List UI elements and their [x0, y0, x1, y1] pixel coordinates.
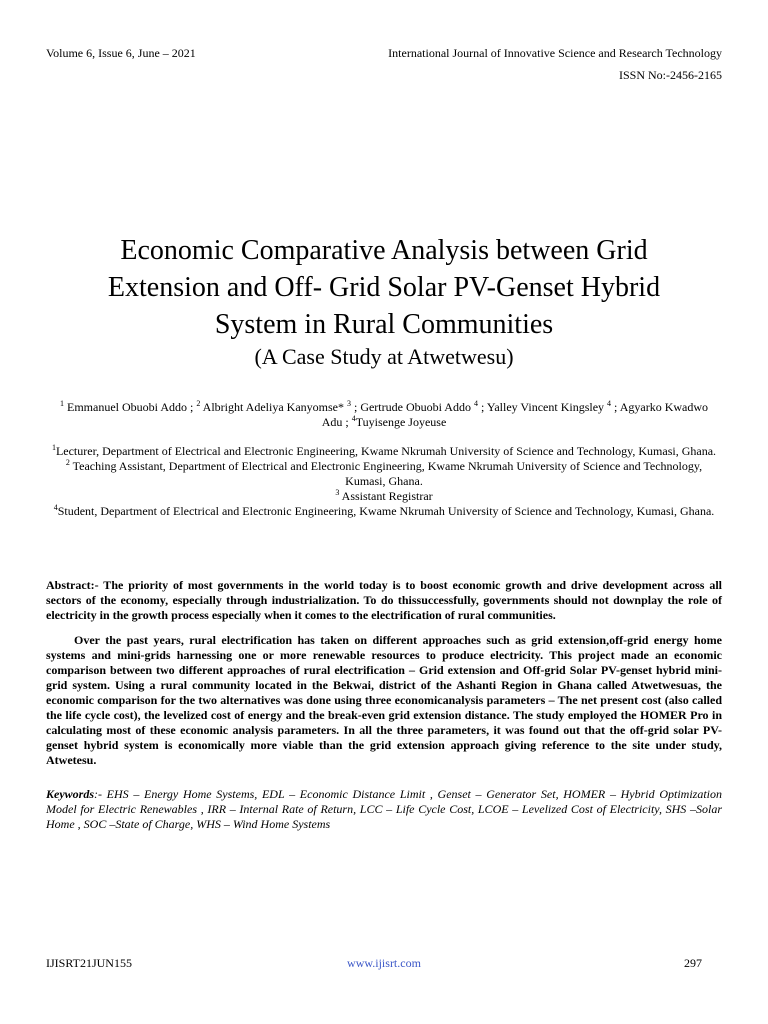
author-name: Tuyisenge Joyeuse [355, 415, 447, 429]
author-sup: 2 [196, 399, 201, 408]
volume-issue: Volume 6, Issue 6, June – 2021 [46, 46, 196, 60]
affiliations [46, 444, 722, 519]
affiliation-text: Assistant Registrar [339, 489, 433, 503]
keywords-label: Keywords [46, 787, 94, 801]
affiliation-text: Lecturer, Department of Electrical and Electronic Engineering, Kwame Nkrumah University of Science and Technology, Kumasi, Ghana. [55, 444, 717, 458]
affiliation-2 [46, 459, 722, 489]
author-name: ; Gertrude Obuobi Addo [350, 400, 474, 414]
affiliation-text: Student, Department of Electrical and Electronic Engineering, Kwame Nkrumah University of Science and Technology, Kumasi, Ghana. [57, 504, 715, 518]
affiliation-sup: 3 [335, 488, 340, 497]
issn: ISSN No:-2456-2165 [618, 68, 722, 82]
paper-code: IJISRT21JUN155 [46, 956, 132, 970]
author-name: Albright Adeliya Kanyomse* [200, 400, 347, 414]
journal-url-link[interactable]: www.ijisrt.com [347, 956, 421, 970]
author-sup: 3 [346, 399, 351, 408]
abstract [46, 578, 722, 778]
author-name: Emmanuel Obuobi Addo ; [64, 400, 197, 414]
abstract-paragraph-2: Over the past years, rural electrification has taken on different approaches such as grid extension,off-grid energy home systems and mini-grids harnessing one or more renewable resources to produce electricity. This project made an economic comparison between two different approaches of rural electrification – Grid extension and Off-grid Solar PV-genset hybrid mini-grid system. Using a rural community located in the Bekwai, district of the Ashanti Region in Ghana called Atwetwesuas, the economic comparison for the two alternatives was done using three economicanalysis parameters – The net present cost (also called the life cycle cost), the levelized cost of energy and the break-even grid extension distance. The study employed the HOMER Pro in calculating most of these economic analysis parameters. In all the three parameters, it was found out that the off-grid solar PV-genset hybrid system is economically more viable than the grid extension approach giving reference to the site under study, Atwetesu. [46, 633, 722, 767]
author-list [60, 400, 708, 430]
author-name: ; Agyarko Kwadwo Adu ; [321, 400, 709, 429]
affiliation-1 [46, 444, 722, 459]
journal-name: International Journal of Innovative Science and Research Technology [388, 46, 722, 60]
author-sup: 4 [351, 414, 356, 423]
affiliation-sup: 1 [51, 443, 56, 452]
author-name: ; Yalley Vincent Kingsley [477, 400, 608, 414]
paper-subtitle: (A Case Study at Atwetwesu) [254, 344, 514, 369]
affiliation-sup: 4 [53, 503, 58, 512]
affiliation-sup: 2 [65, 458, 70, 467]
affiliation-4 [46, 504, 722, 519]
author-sup: 1 [60, 399, 64, 408]
keywords-text: :- EHS – Energy Home Systems, EDL – Economic Distance Limit , Genset – Generator Set, HOMER – Hybrid Optimization Model for Electric Renewables , IRR – Internal Rate of Return, LCC – Life Cycle Cost, LCOE – Levelized Cost of Electricity, SHS –Solar Home , SOC –State of Charge, WHS – Wind Home Systems [46, 787, 722, 831]
affiliation-text: Teaching Assistant, Department of Electrical and Electronic Engineering, Kwame Nkrumah University of Science and Technology, Kumasi, Ghana. [69, 459, 703, 488]
paper-title-line-3: System in Rural Communities [214, 309, 554, 340]
keywords [46, 787, 722, 832]
author-sup: 4 [473, 399, 478, 408]
paper-title-line-1: Economic Comparative Analysis between Grid [120, 235, 648, 266]
abstract-paragraph-1: Abstract:- The priority of most governments in the world today is to boost economic growth and drive development across all sectors of the economy, especially through industrialization. To do thissuccessfully, governments should not downplay the role of electricity in the growth process especially when it comes to the electrification of rural communities. [46, 578, 722, 622]
affiliation-3 [46, 489, 722, 504]
author-sup: 4 [607, 399, 612, 408]
paper-title-line-2: Extension and Off- Grid Solar PV-Genset Hybrid [107, 272, 661, 303]
title-block [46, 232, 722, 371]
page-number: 297 [684, 956, 702, 970]
